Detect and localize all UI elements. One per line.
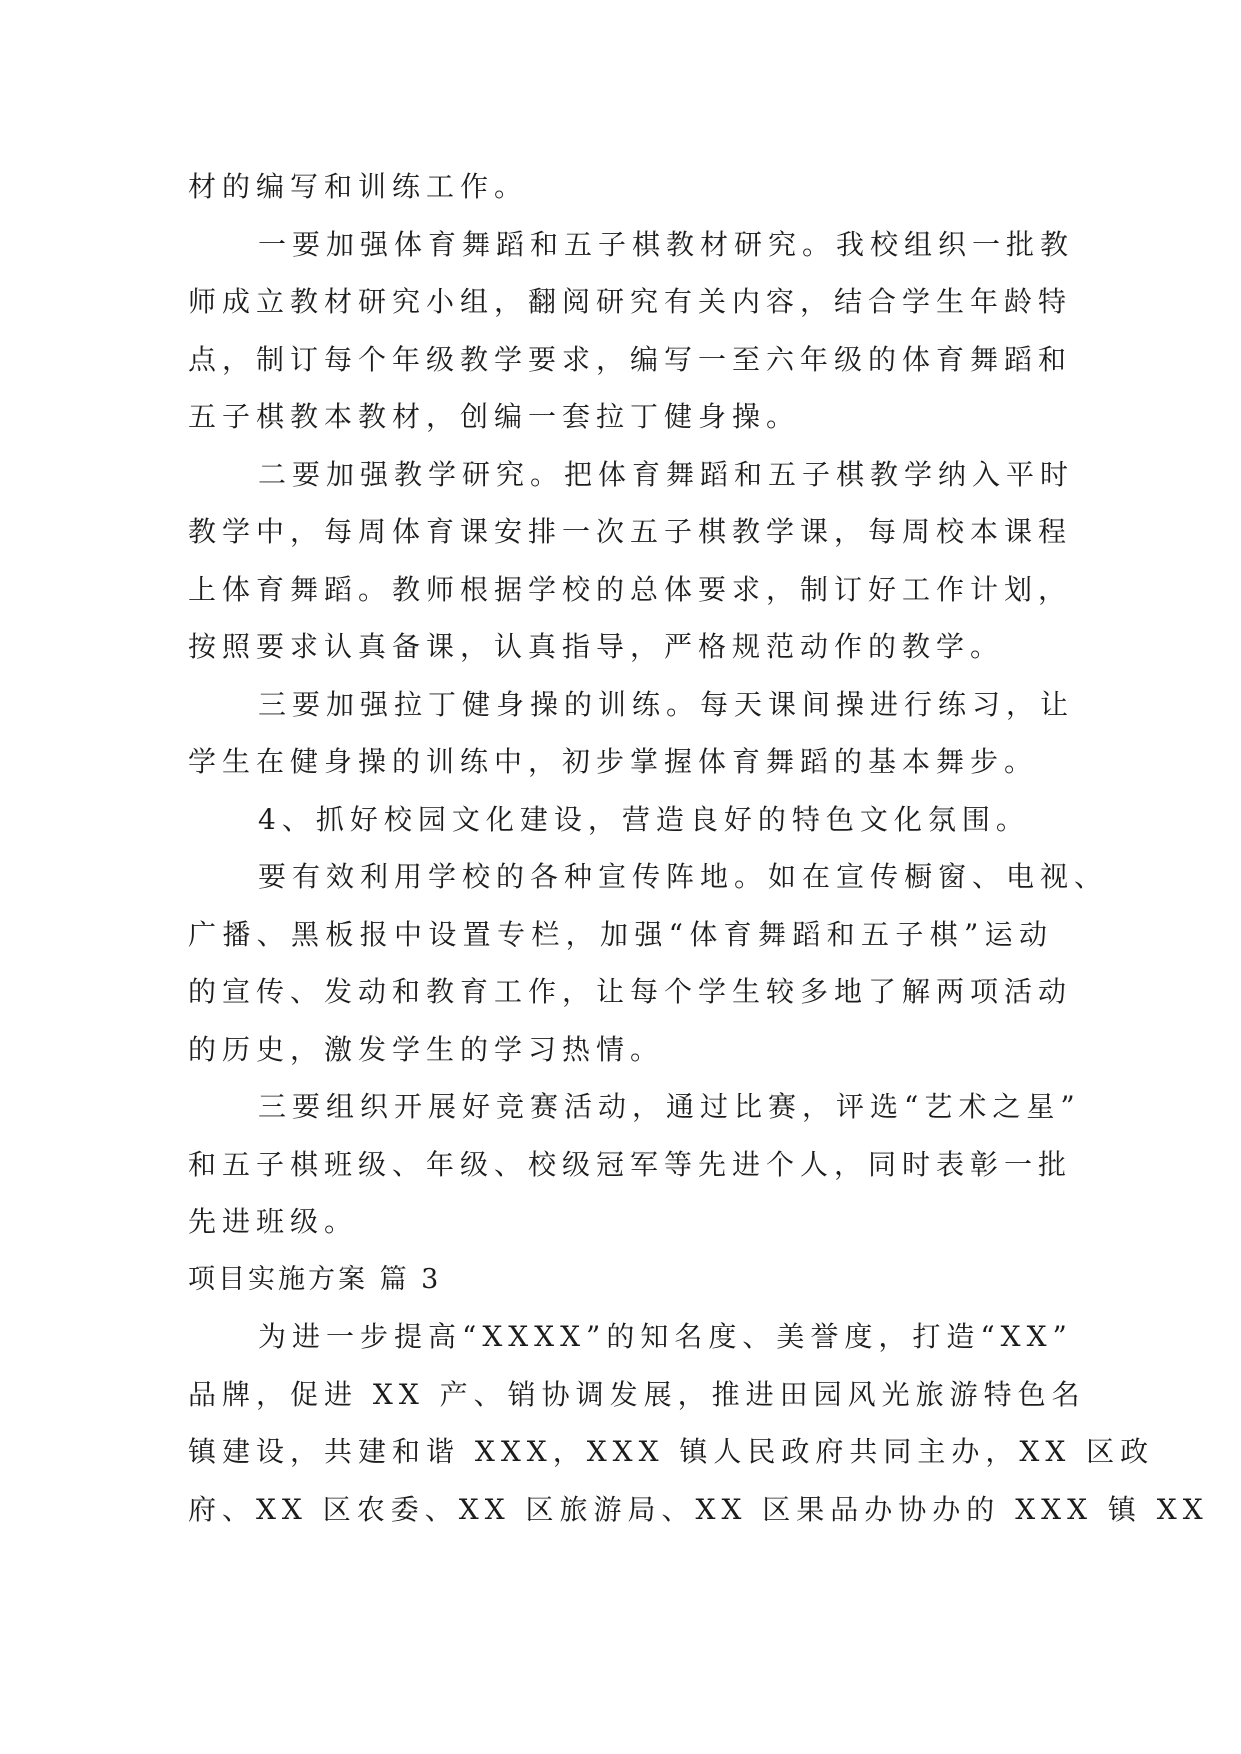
text-line: 三要组织开展好竞赛活动，通过比赛，评选“艺术之星” [258,1090,1081,1123]
text-line: 三要加强拉丁健身操的训练。每天课间操进行练习，让 [258,687,1075,721]
text-line: 五子棋教本教材，创编一套拉丁健身操。 [188,400,801,433]
text-line: 镇建设，共建和谐 XXX，XXX 镇人民政府共同主办，XX 区政 [188,1435,1155,1468]
text-line: 的历史，激发学生的学习热情。 [188,1032,665,1066]
section-heading: 项目实施方案 篇 3 [188,1263,442,1295]
text-line: 点，制订每个年级教学要求，编写一至六年级的体育舞蹈和 [188,342,1073,376]
text-line: 的宣传、发动和教育工作，让每个学生较多地了解两项活动 [188,975,1073,1008]
text-line: 广播、黑板报中设置专栏，加强“体育舞蹈和五子棋”运动 [188,917,1053,951]
text-line: 品牌，促进 XX 产、销协调发展，推进田园风光旅游特色名 [188,1377,1086,1411]
text-line: 材的编写和训练工作。 [188,170,529,203]
text-line: 和五子棋班级、年级、校级冠军等先进个人，同时表彰一批 [188,1147,1073,1181]
text-line: 教学中，每周体育课安排一次五子棋教学课，每周校本课程 [188,515,1073,548]
document-body [188,158,1209,1538]
text-line: 府、XX 区农委、XX 区旅游局、XX 区果品办协办的 XXX 镇 XX [188,1492,1209,1526]
text-line: 学生在健身操的训练中，初步掌握体育舞蹈的基本舞步。 [188,745,1039,778]
text-line: 按照要求认真备课，认真指导，严格规范动作的教学。 [188,630,1005,663]
text-line: 二要加强教学研究。把体育舞蹈和五子棋教学纳入平时 [258,457,1075,491]
text-line: 师成立教材研究小组，翻阅研究有关内容，结合学生年龄特 [188,285,1073,318]
text-line: 4、抓好校园文化建设，营造良好的特色文化氛围。 [258,802,1030,836]
text-line: 上体育舞蹈。教师根据学校的总体要求，制订好工作计划， [188,572,1073,606]
text-line: 一要加强体育舞蹈和五子棋教材研究。我校组织一批教 [258,227,1075,261]
text-line: 要有效利用学校的各种宣传阵地。如在宣传橱窗、电视、 [258,860,1109,893]
text-line: 先进班级。 [188,1205,359,1238]
text-line: 为进一步提高“XXXX”的知名度、美誉度，打造“XX” [258,1320,1073,1353]
